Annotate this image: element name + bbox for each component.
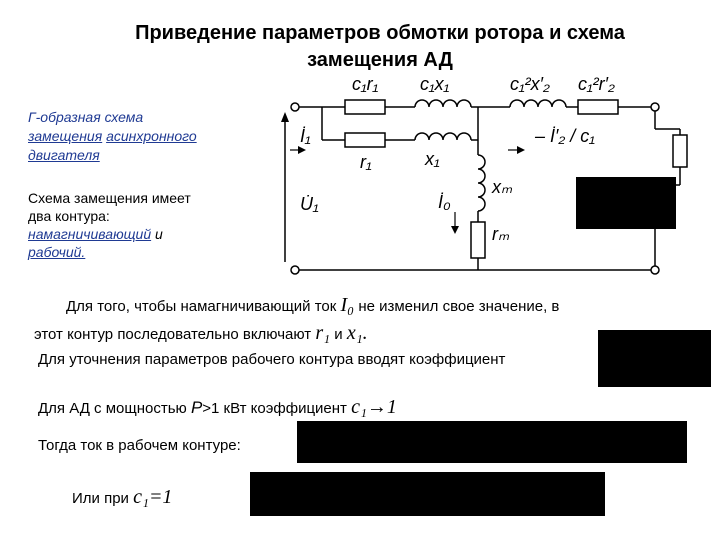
terminal-bottom-right [651,266,659,274]
voltage-arrow-head [281,112,289,122]
inductor-c1x1 [415,100,471,107]
title-line-2: замещения АД [307,49,453,71]
terminal-top-left [291,103,299,111]
title-line-1: Приведение параметров обмотки ротора и схема [135,22,625,44]
label-c1sq-x2: c₁²x′₂ [510,74,550,94]
p4-symbol-P: P [190,398,203,417]
p4-text-a: Для АД с мощностью [38,400,187,417]
label-c1sq-r2: c₁²r′₂ [578,74,615,94]
redacted-formula-3 [297,421,687,463]
label-I2: – İ′₂ / c₁ [535,126,595,146]
p1-symbol-I0: I₀ [340,294,355,316]
terminal-top-right [651,103,659,111]
variable-load-resistor [673,135,687,167]
link-text-3[interactable]: асинхронного [106,128,197,144]
inductor-x1 [415,133,471,140]
p1-text-b: не изменил свое значение, в [358,298,560,315]
desc-and: и [155,226,163,242]
link-text-4[interactable]: двигателя [28,147,100,163]
paragraph-line-4 [38,396,397,419]
resistor-c1r1 [345,100,385,114]
resistor-r1 [345,133,385,147]
paragraph-line-2 [34,322,368,345]
label-I0: İ₀ [438,192,451,212]
p4-symbol-c1: c₁→1 [351,396,397,418]
p2-text-a: этот контур последовательно включают [34,326,312,343]
label-U1: U̇₁ [300,194,319,214]
redacted-formula-2 [598,330,711,387]
p2-and: и [334,326,343,343]
label-r1: r₁ [360,152,372,172]
resistor-c1sq-r2 [578,100,618,114]
current-I0-arrow [451,226,459,234]
link-text-1[interactable]: Г-образная схема [28,109,144,125]
p6-symbol-c1: c₁=1 [133,486,173,508]
desc-line-2: два контура: [28,208,110,224]
label-I1: İ₁ [300,126,311,146]
p2-symbol-x1: x₁. [346,322,368,344]
current-I1-arrow [298,146,306,154]
current-I2-arrow [517,146,525,154]
resistor-rm [471,222,485,258]
redacted-formula-1 [576,177,676,229]
inductor-c1sq-x2 [510,100,566,107]
p2-symbol-r1: r₁ [315,322,331,344]
redacted-formula-4 [250,472,605,516]
p6-text-a: Или при [72,490,129,507]
paragraph-line-1 [66,294,559,317]
magnetizing-loop-link[interactable]: намагничивающий [28,226,152,242]
p4-text-b: >1 кВт коэффициент [202,400,347,417]
inductor-xm [478,155,485,211]
p1-text-a: Для того, чтобы намагничивающий ток [66,298,337,315]
desc-line-1: Схема замещения имеет [28,190,191,206]
label-c1x1: c₁x₁ [420,74,450,94]
working-loop-link[interactable]: рабочий. [28,244,86,260]
paragraph-line-6 [72,486,172,509]
label-xm: xₘ [492,177,513,197]
label-x1: x₁ [425,149,440,169]
label-c1r1: c₁r₁ [352,74,379,94]
paragraph-line-3: Для уточнения параметров рабочего контура вводят коэффициент [38,351,506,368]
link-text-2[interactable]: замещения [28,128,103,144]
paragraph-line-5: Тогда ток в рабочем контуре: [38,437,241,454]
terminal-bottom-left [291,266,299,274]
label-rm: rₘ [492,224,510,244]
